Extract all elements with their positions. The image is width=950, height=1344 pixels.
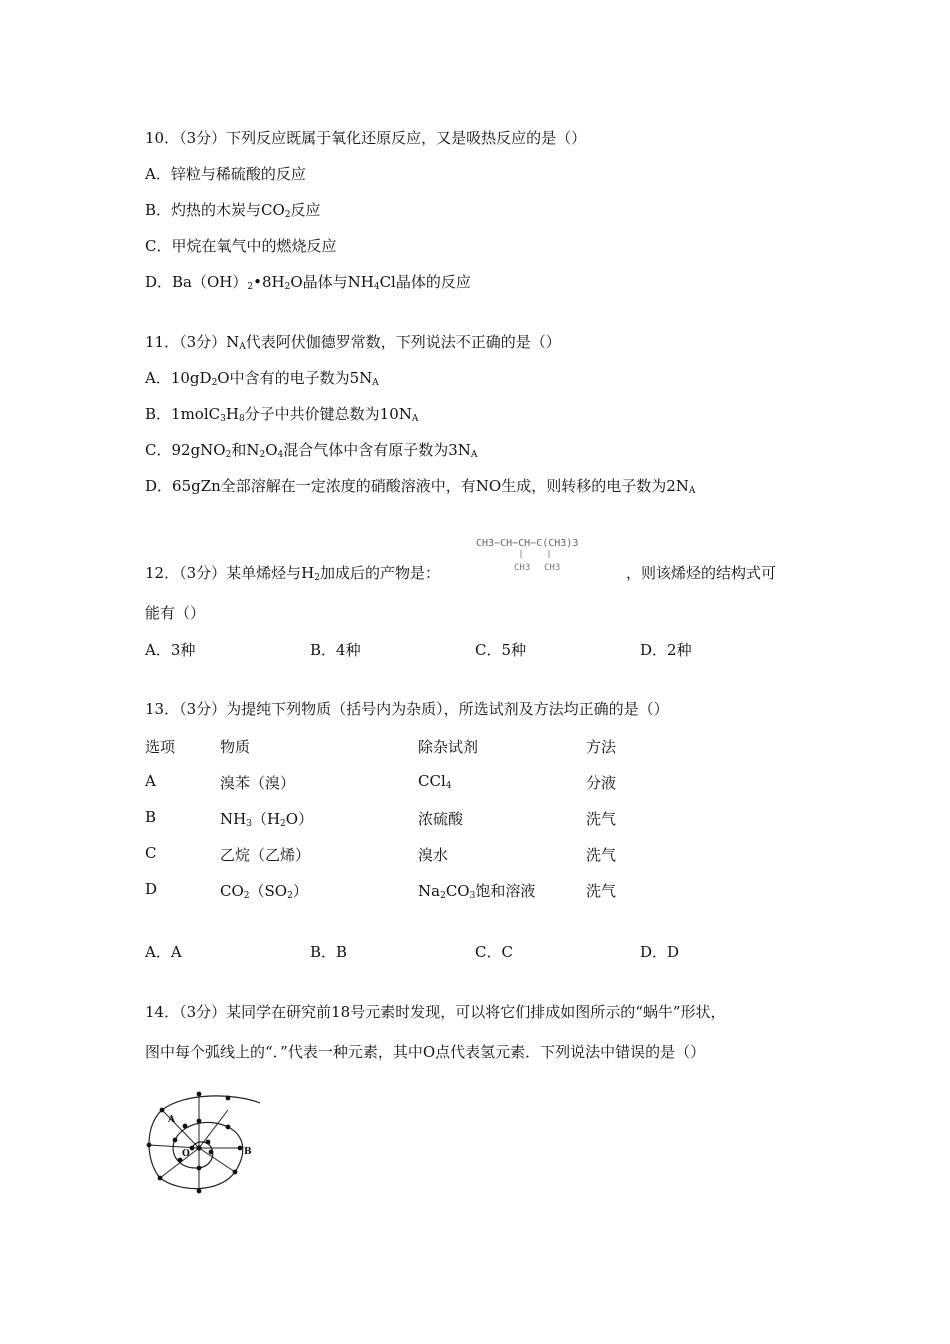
q12-option-c: C．5种 [475, 641, 527, 659]
q11-option-a: A．$10gD_2O$中含有的电子数为$5N_A$ [145, 369, 379, 388]
table-header-method: 方法 [586, 738, 617, 756]
table-row-c-substance: 乙烷（乙烯） [220, 846, 311, 864]
table-row-b-option: B [145, 808, 157, 826]
q10-option-a: A．锌粒与稀硫酸的反应 [145, 165, 306, 183]
snail-label-b: B [244, 1147, 252, 1157]
q12-option-b: B．4种 [310, 641, 361, 659]
methyl-label-2: CH3 [544, 563, 561, 573]
table-row-c-method: 洗气 [586, 846, 617, 864]
q14-stem-line1: 14．（3分）某同学在研究前18号元素时发现，可以将它们排成如图所示的“蜗牛”形状， [145, 1003, 726, 1021]
snail-diagram [140, 1090, 270, 1195]
q10-option-b: B．灼热的木炭与$CO_2$反应 [145, 201, 321, 220]
table-row-b-substance: $NH_3(H_2O)$ [220, 810, 314, 829]
table-row-a-method: 分液 [586, 774, 617, 792]
q11-option-b: B．$1molC_3H_8$分子中共价键总数为$10N_A$ [145, 405, 419, 424]
table-row-b-reagent: 浓硫酸 [418, 810, 464, 828]
q13-option-d: D．D [640, 943, 680, 961]
snail-spiral [149, 1096, 260, 1189]
q14-stem-line2: 图中每个弧线上的“．”代表一种元素，其中O点代表氢元素．下列说法中错误的是（） [145, 1043, 706, 1061]
q10-option-c: C．甲烷在氧气中的燃烧反应 [145, 237, 337, 255]
table-row-d-option: D [145, 880, 158, 898]
snail-element-dots [147, 1092, 243, 1194]
table-row-c-reagent: 溴水 [418, 846, 449, 864]
structure-text: CH3−CH−CH−C(CH3)3 [476, 538, 579, 549]
snail-label-a: A [168, 1115, 175, 1125]
table-header-reagent: 除杂试剂 [418, 738, 479, 756]
table-row-c-option: C [145, 844, 157, 862]
q11-option-d: D．65gZn全部溶解在一定浓度的硝酸溶液中，有NO生成，则转移的电子数为$2N_A$ [145, 477, 696, 496]
q10-stem: 10．（3分）下列反应既属于氧化还原反应，又是吸热反应的是（） [145, 129, 587, 147]
q11-stem: 11．（3分）$N_A$代表阿伏伽德罗常数，下列说法不正确的是（） [145, 333, 561, 352]
methyl-label-1: CH3 [514, 563, 531, 573]
q13-option-a: A．A [145, 943, 182, 961]
q12-option-d: D．2种 [640, 641, 692, 659]
table-row-a-option: A [145, 772, 156, 790]
q10-option-d: D．$Ba(OH)_2•8H_2O$晶体与$NH_4Cl$晶体的反应 [145, 273, 471, 292]
q12-stem-tail: ，则该烯烃的结构式可 [626, 564, 777, 582]
structural-formula-image [474, 530, 634, 580]
table-row-a-substance: 溴苯（溴） [220, 774, 296, 792]
table-row-d-method: 洗气 [586, 882, 617, 900]
table-row-d-reagent: $Na_2CO_3$饱和溶液 [418, 882, 536, 901]
table-row-d-substance: $CO_2(SO_2)$ [220, 882, 308, 901]
table-row-b-method: 洗气 [586, 810, 617, 828]
q12-stem: 12．（3分）某单烯烃与$H_2$加成后的产物是： [145, 564, 440, 583]
q13-stem: 13．（3分）为提纯下列物质（括号内为杂质），所选试剂及方法均正确的是（） [145, 700, 669, 718]
q12-option-a: A．3种 [145, 641, 196, 659]
q12-stem-line2: 能有（） [145, 604, 206, 622]
q13-option-b: B．B [310, 943, 348, 961]
q11-option-c: C．92gNO$_2$和$N_2O_4$混合气体中含有原子数为$3N_A$ [145, 441, 478, 460]
table-header-option: 选项 [145, 738, 176, 756]
table-row-a-reagent: CCl$_4$ [418, 772, 452, 791]
table-header-substance: 物质 [220, 738, 251, 756]
snail-label-o: O [182, 1149, 190, 1159]
q13-option-c: C．C [475, 943, 513, 961]
